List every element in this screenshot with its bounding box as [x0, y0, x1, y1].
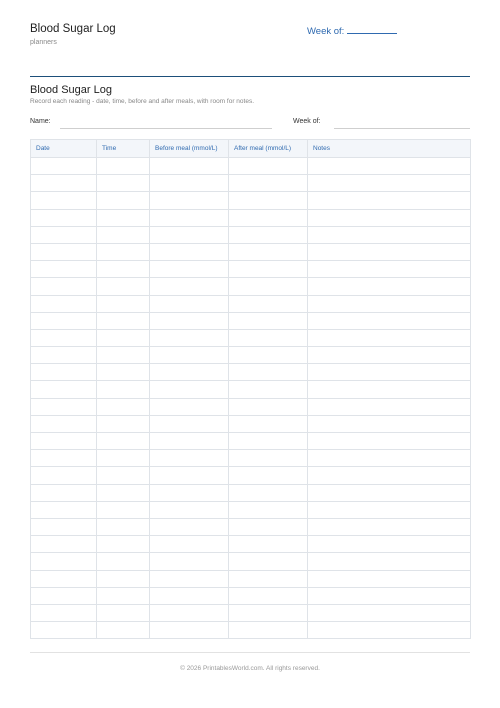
before-meal-cell[interactable]	[150, 381, 229, 398]
footer-copyright: © 2026 PrintablesWorld.com. All rights reserved.	[180, 665, 320, 672]
table-row	[31, 192, 471, 209]
table-row	[31, 209, 471, 226]
time-cell[interactable]	[97, 381, 150, 398]
notes-cell[interactable]	[308, 347, 471, 364]
time-cell[interactable]	[97, 450, 150, 467]
date-cell[interactable]	[31, 329, 97, 346]
table-row	[31, 329, 471, 346]
after-meal-cell[interactable]	[229, 484, 308, 501]
after-meal-cell[interactable]	[229, 570, 308, 587]
after-meal-cell[interactable]	[229, 312, 308, 329]
before-meal-cell[interactable]	[150, 450, 229, 467]
date-cell[interactable]	[31, 226, 97, 243]
time-cell[interactable]	[97, 329, 150, 346]
table-row	[31, 364, 471, 381]
header-week-field[interactable]	[307, 24, 397, 37]
date-cell[interactable]	[31, 536, 97, 553]
header-week-blank[interactable]	[347, 24, 397, 34]
before-meal-cell[interactable]	[150, 295, 229, 312]
table-row	[31, 467, 471, 484]
after-meal-cell[interactable]	[229, 553, 308, 570]
date-cell[interactable]	[31, 467, 97, 484]
before-meal-cell[interactable]	[150, 209, 229, 226]
before-meal-cell[interactable]	[150, 261, 229, 278]
after-meal-cell[interactable]	[229, 415, 308, 432]
table-row	[31, 347, 471, 364]
header-title: Blood Sugar Log	[30, 23, 116, 35]
before-meal-cell[interactable]	[150, 278, 229, 295]
notes-cell[interactable]	[308, 278, 471, 295]
after-meal-cell[interactable]	[229, 604, 308, 621]
before-meal-cell[interactable]	[150, 518, 229, 535]
notes-cell[interactable]	[308, 622, 471, 639]
date-cell[interactable]	[31, 433, 97, 450]
table-row	[31, 501, 471, 518]
table-row	[31, 415, 471, 432]
time-cell[interactable]	[97, 398, 150, 415]
time-cell[interactable]	[97, 158, 150, 175]
time-cell[interactable]	[97, 209, 150, 226]
time-cell[interactable]	[97, 587, 150, 604]
footer-divider	[30, 652, 470, 653]
date-cell[interactable]	[31, 312, 97, 329]
notes-cell[interactable]	[308, 209, 471, 226]
notes-cell[interactable]	[308, 261, 471, 278]
log-table	[30, 139, 471, 639]
header-week-label: Week of:	[307, 26, 345, 37]
table-header-row	[31, 140, 471, 158]
notes-cell[interactable]	[308, 243, 471, 260]
column-header-time: Time	[97, 140, 150, 158]
time-cell[interactable]	[97, 261, 150, 278]
before-meal-cell[interactable]	[150, 329, 229, 346]
notes-cell[interactable]	[308, 312, 471, 329]
notes-cell[interactable]	[308, 433, 471, 450]
date-cell[interactable]	[31, 261, 97, 278]
week-label: Week of:	[293, 118, 321, 125]
section-description: Record each reading - date, time, before and after meals, with room for notes.	[30, 98, 255, 105]
date-cell[interactable]	[31, 501, 97, 518]
table-row	[31, 398, 471, 415]
date-cell[interactable]	[31, 175, 97, 192]
date-cell[interactable]	[31, 415, 97, 432]
table-row	[31, 518, 471, 535]
time-cell[interactable]	[97, 295, 150, 312]
table-row	[31, 175, 471, 192]
time-cell[interactable]	[97, 518, 150, 535]
date-cell[interactable]	[31, 295, 97, 312]
notes-cell[interactable]	[308, 450, 471, 467]
time-cell[interactable]	[97, 553, 150, 570]
table-row	[31, 226, 471, 243]
date-cell[interactable]	[31, 450, 97, 467]
column-header-after-meal: After meal (mmol/L)	[229, 140, 308, 158]
notes-cell[interactable]	[308, 536, 471, 553]
notes-cell[interactable]	[308, 295, 471, 312]
before-meal-cell[interactable]	[150, 398, 229, 415]
after-meal-cell[interactable]	[229, 243, 308, 260]
notes-cell[interactable]	[308, 381, 471, 398]
table-row	[31, 536, 471, 553]
column-header-notes: Notes	[308, 140, 471, 158]
table-row	[31, 295, 471, 312]
week-field[interactable]	[334, 128, 470, 129]
before-meal-cell[interactable]	[150, 243, 229, 260]
header-subtitle: planners	[30, 39, 57, 46]
date-cell[interactable]	[31, 622, 97, 639]
time-cell[interactable]	[97, 484, 150, 501]
section-title: Blood Sugar Log	[30, 84, 112, 96]
time-cell[interactable]	[97, 243, 150, 260]
table-row	[31, 261, 471, 278]
before-meal-cell[interactable]	[150, 312, 229, 329]
time-cell[interactable]	[97, 192, 150, 209]
date-cell[interactable]	[31, 553, 97, 570]
notes-cell[interactable]	[308, 604, 471, 621]
date-cell[interactable]	[31, 158, 97, 175]
header-divider	[30, 76, 470, 77]
table-row	[31, 381, 471, 398]
before-meal-cell[interactable]	[150, 604, 229, 621]
before-meal-cell[interactable]	[150, 175, 229, 192]
table-row	[31, 312, 471, 329]
time-cell[interactable]	[97, 415, 150, 432]
before-meal-cell[interactable]	[150, 347, 229, 364]
time-cell[interactable]	[97, 278, 150, 295]
after-meal-cell[interactable]	[229, 192, 308, 209]
before-meal-cell[interactable]	[150, 570, 229, 587]
after-meal-cell[interactable]	[229, 175, 308, 192]
table-row	[31, 604, 471, 621]
after-meal-cell[interactable]	[229, 295, 308, 312]
time-cell[interactable]	[97, 433, 150, 450]
name-label: Name:	[30, 118, 51, 125]
time-cell[interactable]	[97, 347, 150, 364]
column-header-before-meal: Before meal (mmol/L)	[150, 140, 229, 158]
after-meal-cell[interactable]	[229, 261, 308, 278]
before-meal-cell[interactable]	[150, 415, 229, 432]
before-meal-cell[interactable]	[150, 364, 229, 381]
notes-cell[interactable]	[308, 518, 471, 535]
after-meal-cell[interactable]	[229, 433, 308, 450]
table-row	[31, 622, 471, 639]
after-meal-cell[interactable]	[229, 450, 308, 467]
notes-cell[interactable]	[308, 398, 471, 415]
before-meal-cell[interactable]	[150, 467, 229, 484]
date-cell[interactable]	[31, 209, 97, 226]
after-meal-cell[interactable]	[229, 209, 308, 226]
after-meal-cell[interactable]	[229, 467, 308, 484]
time-cell[interactable]	[97, 536, 150, 553]
before-meal-cell[interactable]	[150, 158, 229, 175]
date-cell[interactable]	[31, 570, 97, 587]
notes-cell[interactable]	[308, 175, 471, 192]
date-cell[interactable]	[31, 398, 97, 415]
after-meal-cell[interactable]	[229, 364, 308, 381]
notes-cell[interactable]	[308, 553, 471, 570]
notes-cell[interactable]	[308, 484, 471, 501]
before-meal-cell[interactable]	[150, 433, 229, 450]
notes-cell[interactable]	[308, 570, 471, 587]
time-cell[interactable]	[97, 312, 150, 329]
notes-cell[interactable]	[308, 158, 471, 175]
table-row	[31, 570, 471, 587]
after-meal-cell[interactable]	[229, 381, 308, 398]
date-cell[interactable]	[31, 192, 97, 209]
notes-cell[interactable]	[308, 587, 471, 604]
table-row	[31, 158, 471, 175]
before-meal-cell[interactable]	[150, 501, 229, 518]
table-row	[31, 553, 471, 570]
time-cell[interactable]	[97, 501, 150, 518]
time-cell[interactable]	[97, 570, 150, 587]
name-field[interactable]	[60, 128, 272, 129]
after-meal-cell[interactable]	[229, 347, 308, 364]
after-meal-cell[interactable]	[229, 278, 308, 295]
time-cell[interactable]	[97, 364, 150, 381]
time-cell[interactable]	[97, 226, 150, 243]
date-cell[interactable]	[31, 278, 97, 295]
after-meal-cell[interactable]	[229, 518, 308, 535]
table-row	[31, 278, 471, 295]
date-cell[interactable]	[31, 604, 97, 621]
before-meal-cell[interactable]	[150, 536, 229, 553]
before-meal-cell[interactable]	[150, 484, 229, 501]
after-meal-cell[interactable]	[229, 536, 308, 553]
date-cell[interactable]	[31, 484, 97, 501]
after-meal-cell[interactable]	[229, 501, 308, 518]
notes-cell[interactable]	[308, 364, 471, 381]
time-cell[interactable]	[97, 604, 150, 621]
date-cell[interactable]	[31, 364, 97, 381]
time-cell[interactable]	[97, 467, 150, 484]
date-cell[interactable]	[31, 243, 97, 260]
notes-cell[interactable]	[308, 501, 471, 518]
before-meal-cell[interactable]	[150, 192, 229, 209]
table-row	[31, 433, 471, 450]
after-meal-cell[interactable]	[229, 622, 308, 639]
notes-cell[interactable]	[308, 467, 471, 484]
column-header-date: Date	[31, 140, 97, 158]
table-row	[31, 587, 471, 604]
after-meal-cell[interactable]	[229, 158, 308, 175]
time-cell[interactable]	[97, 622, 150, 639]
notes-cell[interactable]	[308, 192, 471, 209]
notes-cell[interactable]	[308, 226, 471, 243]
notes-cell[interactable]	[308, 329, 471, 346]
after-meal-cell[interactable]	[229, 398, 308, 415]
date-cell[interactable]	[31, 381, 97, 398]
before-meal-cell[interactable]	[150, 226, 229, 243]
before-meal-cell[interactable]	[150, 553, 229, 570]
date-cell[interactable]	[31, 518, 97, 535]
after-meal-cell[interactable]	[229, 587, 308, 604]
table-row	[31, 484, 471, 501]
notes-cell[interactable]	[308, 415, 471, 432]
table-row	[31, 243, 471, 260]
after-meal-cell[interactable]	[229, 329, 308, 346]
after-meal-cell[interactable]	[229, 226, 308, 243]
time-cell[interactable]	[97, 175, 150, 192]
date-cell[interactable]	[31, 347, 97, 364]
table-row	[31, 450, 471, 467]
date-cell[interactable]	[31, 587, 97, 604]
before-meal-cell[interactable]	[150, 622, 229, 639]
before-meal-cell[interactable]	[150, 587, 229, 604]
